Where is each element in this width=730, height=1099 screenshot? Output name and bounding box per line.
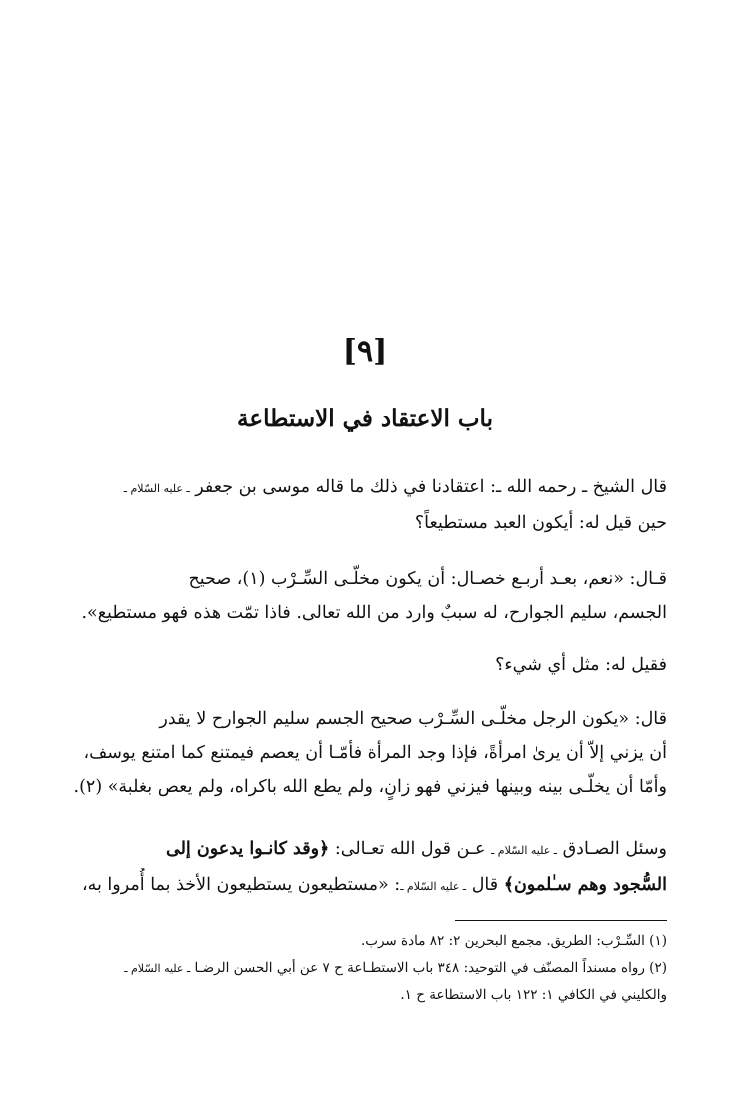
quran-verse: السُّجود وهم سـٰلمون﴾ xyxy=(503,875,667,895)
honorific: ـ عليه السّلام ـ xyxy=(123,482,190,495)
paragraph-2 xyxy=(60,562,667,630)
paragraph-line xyxy=(60,832,667,868)
honorific: ـ عليه السّلام ـ xyxy=(400,880,467,893)
text-run: (٢) رواه مسنداً المصنّف في التوحيد: ٣٤٨ باب الاستطـاعة ح ٧ عن أبي الحسن الرضـا xyxy=(190,960,667,976)
honorific: ـ عليه السّلام ـ xyxy=(124,962,191,975)
footnote-2-continued: والكليني في الكافي ١: ١٢٢ باب الاستطاعة ح ١. xyxy=(400,987,667,1003)
footnotes xyxy=(60,928,667,1009)
paragraph-line: حين قيل له: أيكون العبد مستطيعاً؟ xyxy=(414,513,667,533)
paragraph-1 xyxy=(60,470,667,540)
paragraph-line: أن يزني إلاّ أن يرىٰ امرأةً، فإذا وجد المرأة فأمّـا أن يعصم فيمتنع كما امتنع يوسف، xyxy=(83,743,667,763)
paragraph-line: فقيل له: مثل أي شيء؟ xyxy=(495,655,667,675)
footnote-divider xyxy=(455,920,667,921)
paragraph-3 xyxy=(60,648,667,682)
paragraph-line xyxy=(60,470,667,506)
text-run: قال xyxy=(466,875,504,895)
honorific: ـ عليه السّلام ـ xyxy=(491,844,558,857)
paragraph-5 xyxy=(60,832,667,904)
paragraph-line: وأمّا أن يخلّـى بينه وبينها فيزني فهو زانٍ، ولم يطع الله باكراه، ولم يعص بغلبة» (٢). xyxy=(73,777,667,797)
quran-verse: ﴿وقد كانـوا يدعون إلى xyxy=(166,839,330,859)
text-run: قال الشيخ ـ رحمه الله ـ: اعتقادنا في ذلك ما قاله موسى بن جعفر xyxy=(189,477,667,497)
paragraph-line: الجسم، سليم الجوارح، له سببٌ وارد من الله تعالى. فاذا تمّت هذه فهو مستطيع». xyxy=(81,603,667,623)
paragraph-line: قال: «يكون الرجل مخلّـى السِّـرْب صحيح الجسم سليم الجوارح لا يقدر xyxy=(159,709,667,729)
text-run: عـن قول الله تعـالى: xyxy=(329,839,492,859)
footnote-2 xyxy=(60,955,667,982)
paragraph-4 xyxy=(60,702,667,804)
paragraph-line xyxy=(60,868,667,904)
text-run: وسئل الصـادق xyxy=(557,839,667,859)
footnote-1: (١) السِّـرْب: الطريق. مجمع البحرين ٢: ٨٢ مادة سرب. xyxy=(360,933,667,949)
paragraph-line: قـال: «نعم، بعـد أربـع خصـال: أن يكون مخلّـى السِّـرْب (١)، صحيح xyxy=(188,569,667,589)
text-run: : «مستطيعون يستطيعون الأخذ بما أُمروا به، xyxy=(81,875,401,895)
chapter-title: باب الاعتقاد في الاستطاعة xyxy=(237,405,493,432)
chapter-number: [٩] xyxy=(342,334,388,369)
